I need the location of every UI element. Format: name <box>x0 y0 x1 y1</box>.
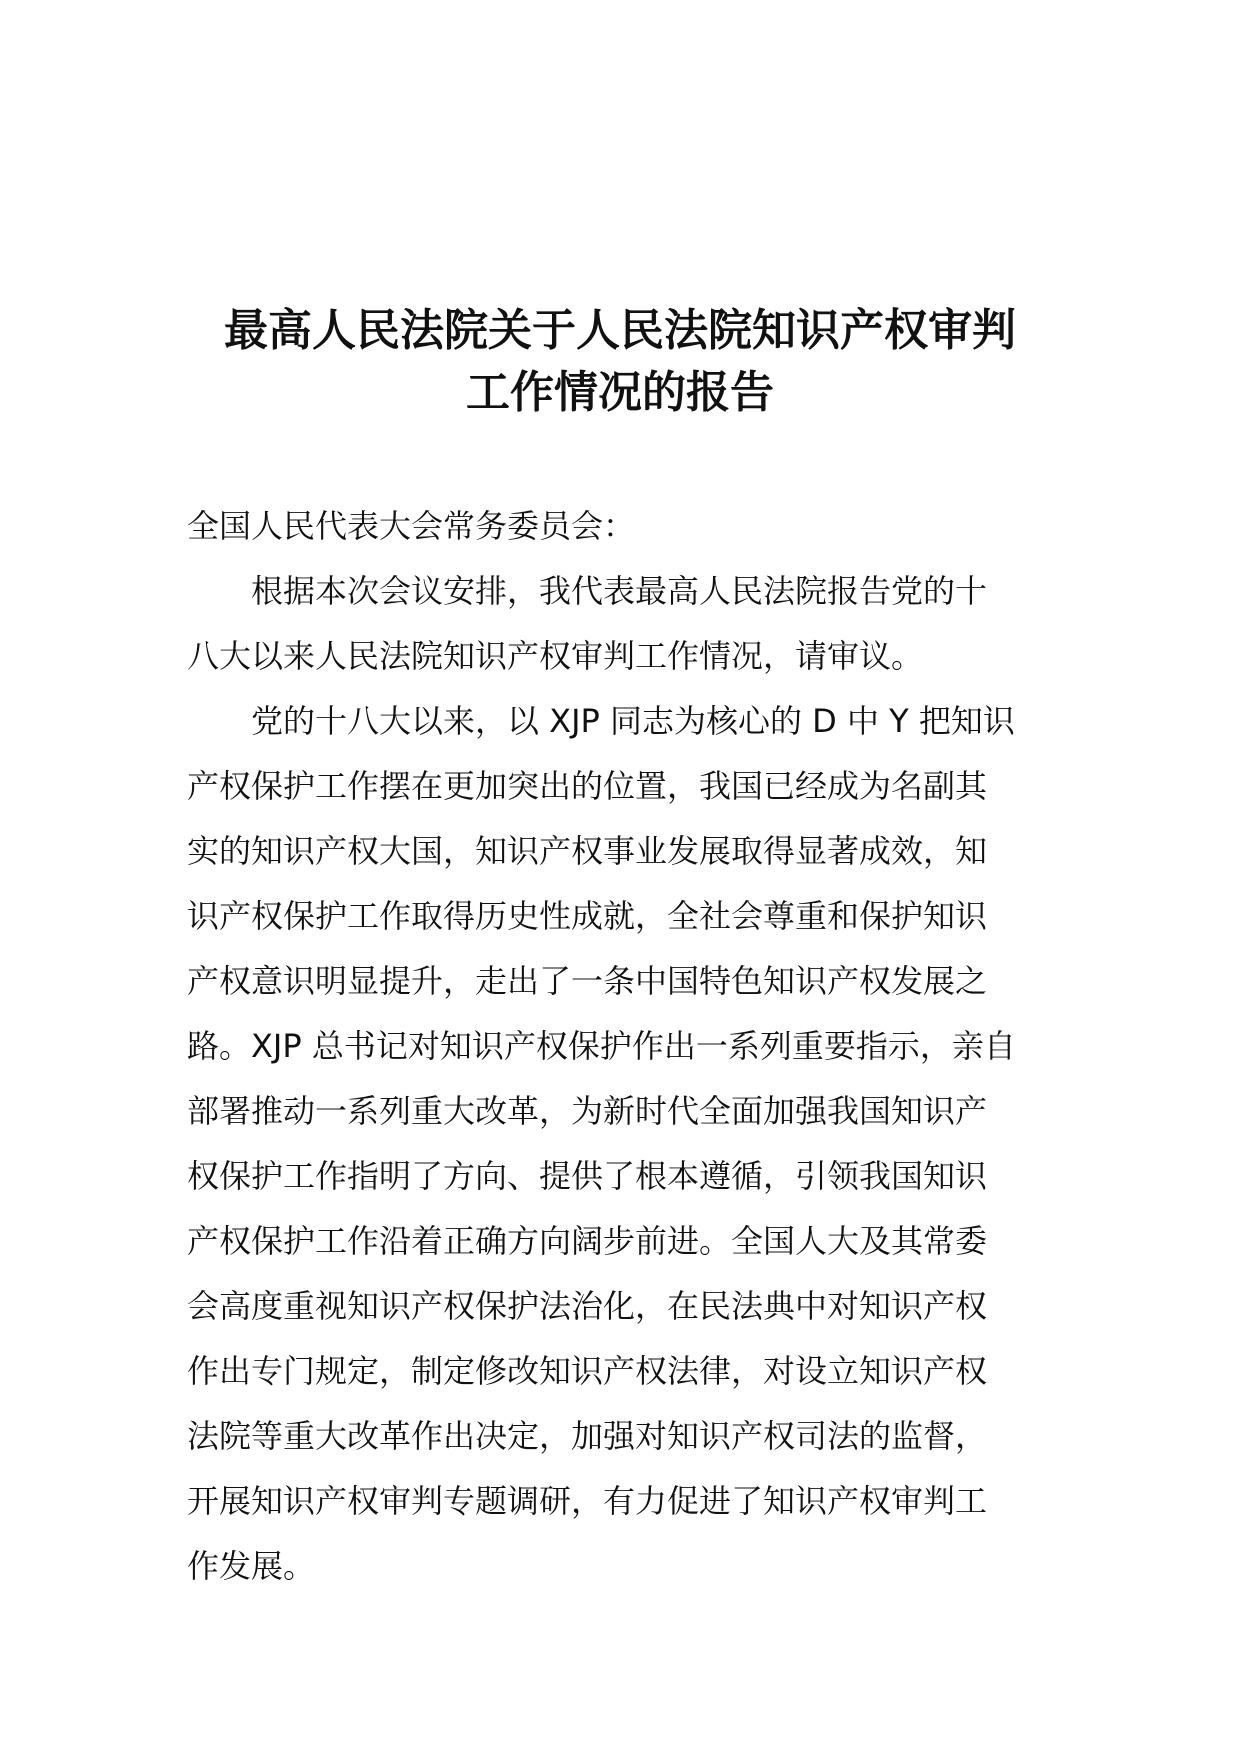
paragraph-2-line: 产权保护工作摆在更加突出的位置，我国已经成为名副其 <box>187 767 988 805</box>
paragraph-2-line: 法院等重大改革作出决定，加强对知识产权司法的监督， <box>187 1417 988 1455</box>
paragraph-2-line: 部署推动一系列重大改革，为新时代全面加强我国知识产 <box>187 1092 988 1130</box>
title-line-2: 工作情况的报告 <box>466 367 774 418</box>
salutation: 全国人民代表大会常务委员会： <box>187 507 636 545</box>
paragraph-2-line: 开展知识产权审判专题调研，有力促进了知识产权审判工 <box>187 1482 988 1520</box>
paragraph-2-line: 作发展。 <box>187 1547 316 1585</box>
paragraph-2-line: 识产权保护工作取得历史性成就，全社会尊重和保护知识 <box>187 897 988 935</box>
paragraph-2-line: 实的知识产权大国，知识产权事业发展取得显著成效，知 <box>187 832 988 870</box>
document-title <box>150 300 1090 424</box>
paragraph-2-line: 权保护工作指明了方向、提供了根本遵循，引领我国知识 <box>187 1157 988 1195</box>
paragraph-2-line: 党的十八大以来，以 XJP 同志为核心的 D 中 Y 把知识 <box>251 702 1015 740</box>
paragraph-2-line: 路。XJP 总书记对知识产权保护作出一系列重要指示，亲自 <box>187 1027 1016 1065</box>
paragraph-1-line: 八大以来人民法院知识产权审判工作情况，请审议。 <box>187 637 924 675</box>
paragraph-2-line: 作出专门规定，制定修改知识产权法律，对设立知识产权 <box>187 1352 988 1390</box>
paragraph-2-line: 产权意识明显提升，走出了一条中国特色知识产权发展之 <box>187 962 988 1000</box>
title-line-1: 最高人民法院关于人民法院知识产权审判 <box>224 305 1016 356</box>
paragraph-1-line: 根据本次会议安排，我代表最高人民法院报告党的十 <box>251 572 988 610</box>
paragraph-2-line: 产权保护工作沿着正确方向阔步前进。全国人大及其常委 <box>187 1222 988 1260</box>
paragraph-2-line: 会高度重视知识产权保护法治化，在民法典中对知识产权 <box>187 1287 988 1325</box>
document-body <box>187 494 1057 1599</box>
